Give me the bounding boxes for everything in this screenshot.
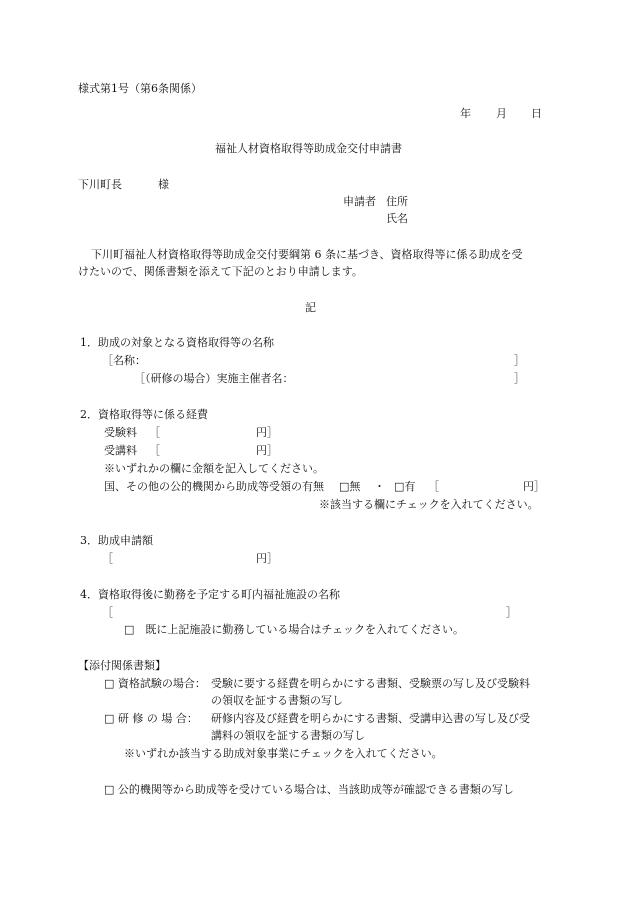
exam-attachment-checkbox[interactable]: □ 資格試験の場合：	[104, 677, 206, 690]
exam-attachment-line-2: の領収を証する書類の写し	[211, 694, 343, 707]
public-aid-separator: ・	[374, 480, 385, 493]
requested-amount-open: ［	[102, 552, 113, 565]
facility-name-open: ［	[102, 606, 113, 619]
facility-name-close: ］	[506, 606, 517, 619]
public-aid-amount-open: ［	[428, 480, 439, 493]
course-fee-label: 受講料	[104, 444, 137, 457]
addressee-honorific: 様	[158, 178, 169, 191]
section-1-heading: 1．助成の対象となる資格取得等の名称	[80, 336, 274, 349]
applicant-name-label: 氏名	[386, 212, 408, 225]
section-1-name-close: ］	[514, 354, 525, 367]
requested-amount-close: 円］	[256, 552, 278, 565]
training-attachment-checkbox[interactable]: □ 研 修 の 場 合：	[104, 712, 198, 725]
exam-fee-bracket-open: ［	[149, 426, 160, 439]
exam-attachment-line-1: 受験に要する経費を明らかにする書類、受験票の写し及び受験料	[211, 677, 530, 690]
applicant-address-label: 住所	[386, 195, 408, 208]
training-attachment-line-1: 研修内容及び経費を明らかにする書類、受講申込書の写し及び受	[211, 712, 530, 725]
section-1-name-open: ［名称：	[102, 354, 146, 367]
applicant-label: 申請者	[343, 195, 376, 208]
public-aid-question: 国、その他の公的機関から助成等受領の有無	[104, 480, 324, 493]
section-4-heading: 4．資格取得後に勤務を予定する町内福祉施設の名称	[80, 588, 340, 601]
section-2-note: ※いずれかの欄に金額を記入してください。	[104, 462, 324, 475]
attachments-note: ※いずれか該当する助成対象事業にチェックを入れてください。	[124, 747, 443, 760]
section-1-sponsor-open: ［（研修の場合）実施主催者名：	[134, 372, 294, 385]
exam-fee-yen-close: 円］	[256, 426, 278, 439]
form-number: 様式第1号（第6条関係）	[78, 82, 202, 95]
ki-heading: 記	[305, 301, 316, 314]
exam-fee-label: 受験料	[104, 426, 137, 439]
intro-line-1: 下川町福祉人材資格取得等助成金交付要綱第 6 条に基づき、資格取得等に係る助成を受	[91, 248, 523, 261]
public-aid-no-checkbox[interactable]: □無	[339, 480, 361, 493]
addressee-name: 下川町長	[78, 178, 122, 191]
intro-line-2: けたいので、関係書類を添えて下記のとおり申請します。	[78, 265, 363, 278]
date-month: 月	[496, 107, 507, 120]
course-fee-bracket-open: ［	[149, 444, 160, 457]
attachments-heading: 【添付関係書類】	[78, 659, 166, 672]
public-aid-yes-checkbox[interactable]: □有	[394, 480, 416, 493]
section-2-heading: 2．資格取得等に係る経費	[80, 408, 208, 421]
course-fee-yen-close: 円］	[256, 444, 278, 457]
section-3-heading: 3．助成申請額	[80, 534, 153, 547]
date-day: 日	[531, 107, 542, 120]
document-title: 福祉人材資格取得等助成金交付申請書	[215, 142, 402, 155]
already-working-checkbox[interactable]: □ 既に上記施設に勤務している場合はチェックを入れてください。	[124, 623, 465, 636]
training-attachment-line-2: 講料の領収を証する書類の写し	[211, 729, 365, 742]
public-aid-amount-close: 円］	[523, 480, 545, 493]
date-year: 年	[460, 107, 471, 120]
section-1-sponsor-close: ］	[514, 372, 525, 385]
section-2-check-note: ※該当する欄にチェックを入れてください。	[319, 498, 539, 511]
public-aid-document-checkbox[interactable]: □ 公的機関等から助成等を受けている場合は、当該助成等が確認できる書類の写し	[104, 783, 514, 796]
